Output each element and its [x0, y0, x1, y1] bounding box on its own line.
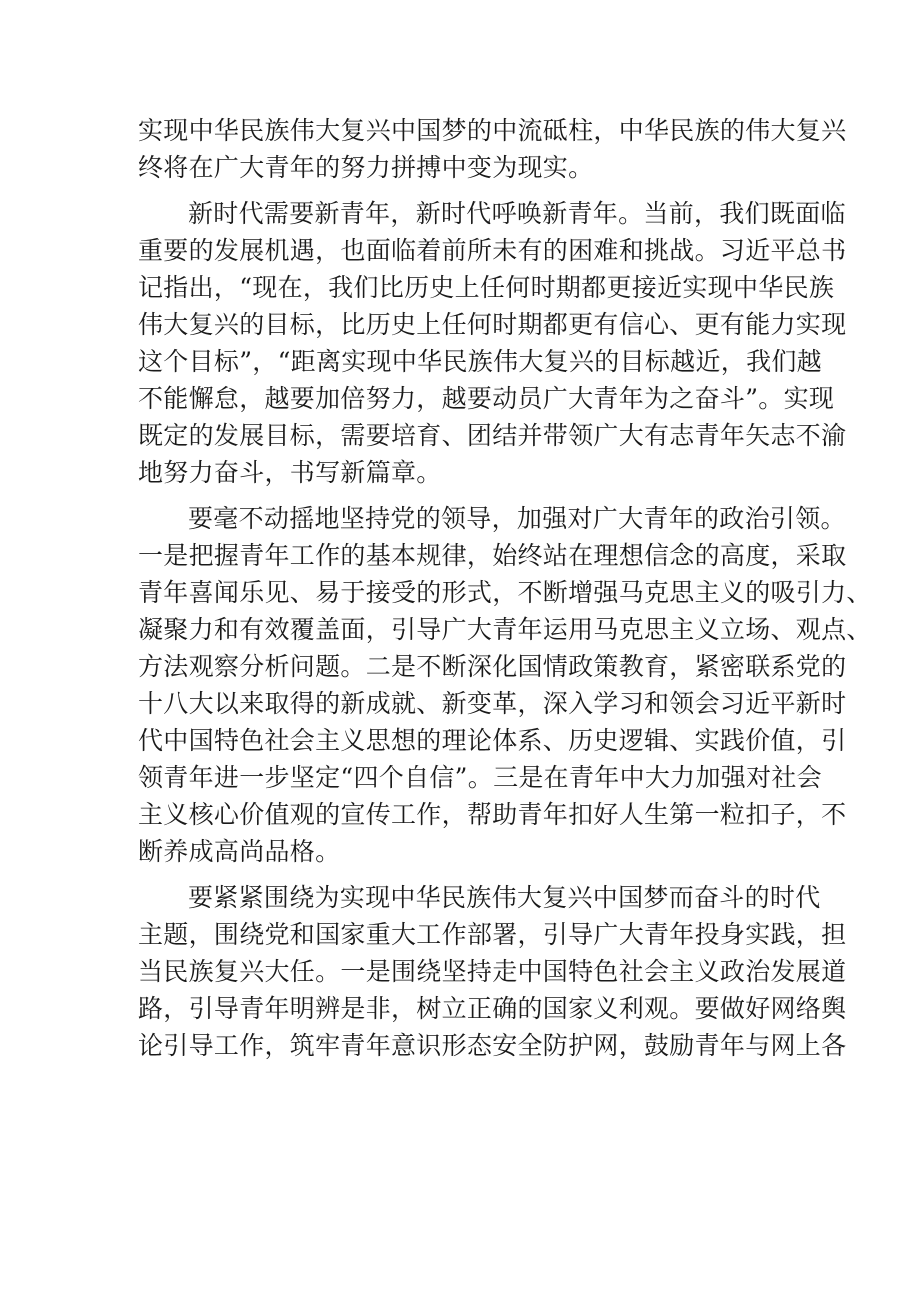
- paragraph-1: [138, 112, 847, 186]
- text-line: 论引导工作，筑牢青年意识形态安全防护网，鼓励青年与网上各: [138, 1031, 847, 1060]
- text-line: 青年喜闻乐见、易于接受的形式，不断增强马克思主义的吸引力、: [138, 578, 872, 607]
- text-line: 主义核心价值观的宣传工作，帮助青年扣好人生第一粒扣子，不: [138, 800, 847, 829]
- text-line: 既定的发展目标，需要培育、团结并带领广大有志青年矢志不渝: [138, 421, 847, 450]
- text-line: 伟大复兴的目标，比历史上任何时期都更有信心、更有能力实现: [138, 310, 847, 339]
- text-line: 路，引导青年明辨是非，树立正确的国家义利观。要做好网络舆: [138, 994, 847, 1023]
- text-line: 方法观察分析问题。二是不断深化国情政策教育，紧密联系党的: [138, 652, 847, 681]
- text-line: 要毫不动摇地坚持党的领导，加强对广大青年的政治引领。: [188, 504, 846, 533]
- paragraph-4: [138, 879, 847, 1064]
- text-line: 终将在广大青年的努力拼搏中变为现实。: [138, 153, 594, 182]
- text-line: 代中国特色社会主义思想的理论体系、历史逻辑、实践价值，引: [138, 726, 847, 755]
- text-line: 实现中华民族伟大复兴中国梦的中流砥柱，中华民族的伟大复兴: [138, 116, 847, 145]
- text-line: 断养成高尚品格。: [138, 837, 341, 866]
- text-line: 主题，围绕党和国家重大工作部署，引导广大青年投身实践，担: [138, 920, 847, 949]
- text-line: 不能懈怠，越要加倍努力，越要动员广大青年为之奋斗”。实现: [138, 384, 835, 413]
- text-line: 凝聚力和有效覆盖面，引导广大青年运用马克思主义立场、观点、: [138, 615, 872, 644]
- text-line: 记指出，“现在，我们比历史上任何时期都更接近实现中华民族: [138, 273, 835, 302]
- text-line: 领青年进一步坚定“四个自信”。三是在青年中大力加强对社会: [138, 763, 822, 792]
- document-page: [138, 112, 872, 1064]
- text-line: 十八大以来取得的新成就、新变革，深入学习和领会习近平新时: [138, 689, 847, 718]
- text-line: 新时代需要新青年，新时代呼唤新青年。当前，我们既面临: [188, 199, 846, 228]
- paragraph-3: [138, 500, 872, 870]
- text-line: 要紧紧围绕为实现中华民族伟大复兴中国梦而奋斗的时代: [188, 883, 821, 912]
- paragraph-2: [138, 195, 847, 491]
- text-line: 当民族复兴大任。一是围绕坚持走中国特色社会主义政治发展道: [138, 957, 847, 986]
- text-line: 地努力奋斗，书写新篇章。: [138, 458, 442, 487]
- text-line: 这个目标”，“距离实现中华民族伟大复兴的目标越近，我们越: [138, 347, 822, 376]
- text-line: 一是把握青年工作的基本规律，始终站在理想信念的高度，采取: [138, 541, 847, 570]
- text-line: 重要的发展机遇，也面临着前所未有的困难和挑战。习近平总书: [138, 236, 847, 265]
